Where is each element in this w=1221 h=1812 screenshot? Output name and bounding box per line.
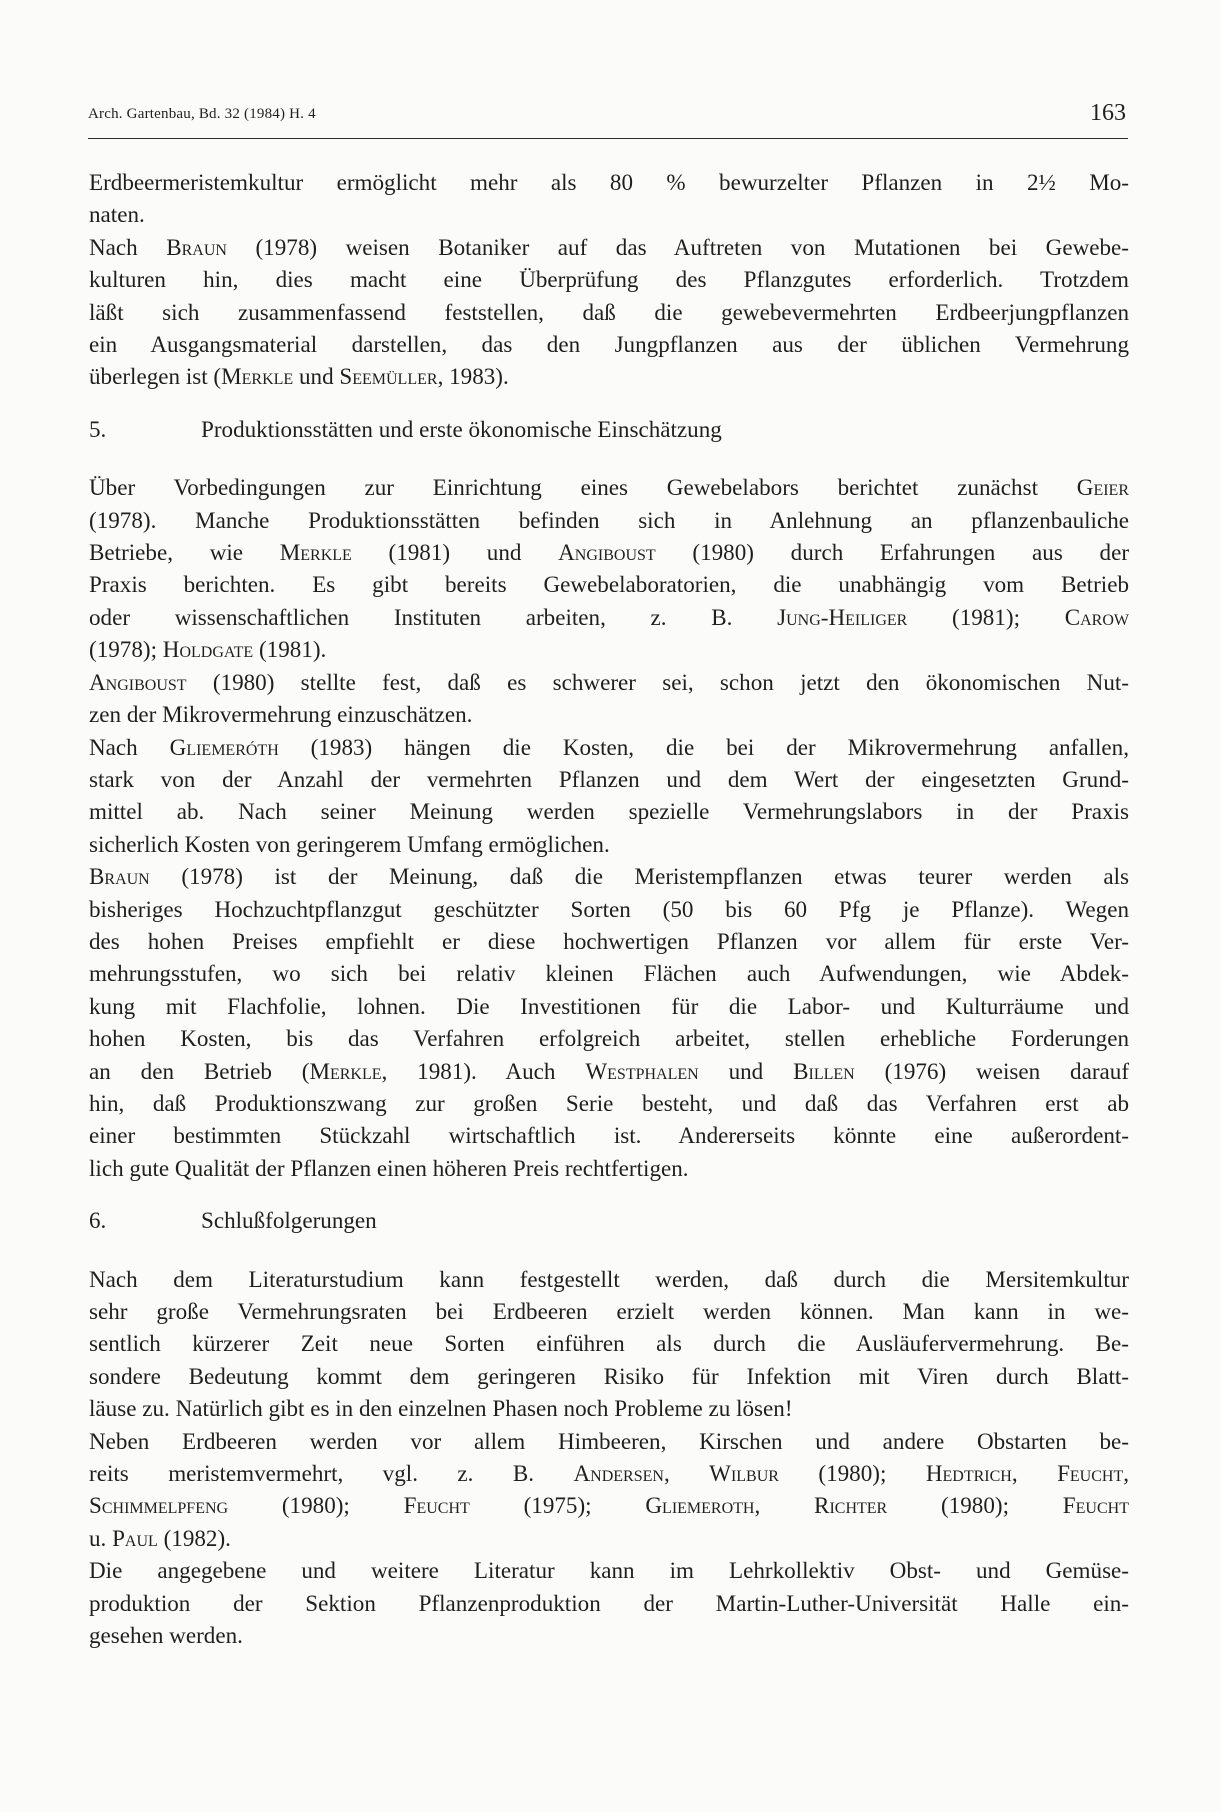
text-line: Braun (1978) ist der Meinung, daß die Meristempflanzen etwas teurer werden als: [89, 863, 1129, 890]
text-line: u. Paul (1982).: [89, 1524, 231, 1551]
section-title: Produktionsstätten und erste ökonomische Einschätzung: [201, 415, 722, 442]
section-heading: [89, 413, 1129, 445]
author-name: Merkle: [221, 363, 294, 390]
text-line: kung mit Flachfolie, lohnen. Die Investitionen für die Labor- und Kulturräume und: [89, 992, 1129, 1019]
text-line: sentlich kürzerer Zeit neue Sorten einführen als durch die Ausläufervermehrung. Be-: [89, 1330, 1129, 1357]
author-name: Braun: [89, 863, 150, 890]
author-name: Angiboust: [89, 668, 187, 695]
text-line: einer bestimmten Stückzahl wirtschaftlich ist. Andererseits könnte eine außerordent-: [89, 1122, 1129, 1149]
page-header: [88, 98, 1128, 139]
text-line: zen der Mikrovermehrung einzuschätzen.: [89, 701, 473, 728]
text-line: Nach Gliemeróth (1983) hängen die Kosten, die bei der Mikrovermehrung anfallen,: [89, 733, 1129, 760]
text-line: Die angegebene und weitere Literatur kann im Lehrkollektiv Obst- und Gemüse-: [89, 1557, 1129, 1584]
text-line: hin, daß Produktionszwang zur großen Serie besteht, und daß das Verfahren erst ab: [89, 1089, 1129, 1116]
author-name: Schimmelpfeng: [89, 1492, 229, 1519]
paragraph: [89, 666, 1129, 731]
text-line: gesehen werden.: [89, 1622, 243, 1649]
section-number: 5.: [89, 415, 107, 442]
paragraph: [89, 1425, 1129, 1555]
author-name: Feucht: [1057, 1460, 1124, 1487]
text-line: (1978). Manche Produktionsstätten befinden sich in Anlehnung an pflanzenbauliche: [89, 506, 1129, 533]
paragraph: [89, 471, 1129, 665]
text-line: Neben Erdbeeren werden vor allem Himbeeren, Kirschen und andere Obstarten be-: [89, 1427, 1129, 1454]
author-name: Wilbur: [709, 1460, 779, 1487]
author-name: Gliemeróth: [169, 733, 279, 760]
text-line: an den Betrieb (Merkle, 1981). Auch Westphalen und Billen (1976) weisen darauf: [89, 1057, 1130, 1084]
text-line: Betriebe, wie Merkle (1981) und Angiboust (1980) durch Erfahrungen aus der: [89, 539, 1130, 566]
author-name: Paul: [112, 1524, 158, 1551]
page-number: 163: [1090, 100, 1126, 126]
text-line: lich gute Qualität der Pflanzen einen höheren Preis rechtfertigen.: [89, 1154, 689, 1181]
section-title: Schlußfolgerungen: [201, 1207, 377, 1234]
author-name: Seemüller: [339, 363, 438, 390]
text-line: überlegen ist (Merkle und Seemüller, 1983).: [89, 363, 509, 390]
text-line: des hohen Preises empfiehlt er diese hochwertigen Pflanzen vor allem für erste Ver-: [89, 927, 1129, 954]
text-line: hohen Kosten, bis das Verfahren erfolgreich arbeitet, stellen erhebliche Forderungen: [89, 1025, 1129, 1052]
text-line: Angiboust (1980) stellte fest, daß es schwerer sei, schon jetzt den ökonomischen Nut-: [89, 668, 1129, 695]
author-name: Geier: [1076, 474, 1129, 501]
section-heading: [89, 1204, 1129, 1236]
text-line: läßt sich zusammenfassend feststellen, daß die gewebevermehrten Erdbeerjungpflanzen: [89, 298, 1129, 325]
author-name: Merkle: [309, 1057, 382, 1084]
paragraph: [89, 1263, 1129, 1425]
text-line: läuse zu. Natürlich gibt es in den einzelnen Phasen noch Probleme zu lösen!: [89, 1395, 793, 1422]
text-line: kulturen hin, dies macht eine Überprüfung des Pflanzgutes erforderlich. Trotzdem: [89, 266, 1129, 293]
paragraph: [89, 731, 1129, 861]
text-line: Praxis berichten. Es gibt bereits Gewebelaboratorien, die unabhängig vom Betrieb: [89, 571, 1129, 598]
text-line: naten.: [89, 201, 145, 228]
author-name: Andersen: [573, 1460, 664, 1487]
text-line: sehr große Vermehrungsraten bei Erdbeeren erzielt werden können. Man kann in we-: [89, 1298, 1129, 1324]
author-name: Merkle: [279, 539, 352, 566]
text-line: Erdbeermeristemkultur ermöglicht mehr als 80 % bewurzelter Pflanzen in 2½ Mo-: [89, 169, 1129, 195]
author-name: Feucht: [1062, 1492, 1129, 1519]
author-name: Holdgate: [162, 636, 254, 663]
paragraph: [89, 231, 1129, 393]
author-name: Billen: [793, 1057, 855, 1084]
paragraph: [89, 166, 1129, 231]
author-name: Gliemeroth: [645, 1492, 755, 1519]
text-line: Schimmelpfeng (1980); Feucht (1975); Gliemeroth, Richter (1980); Feucht: [89, 1492, 1129, 1519]
author-name: Braun: [166, 233, 227, 260]
running-head: Arch. Gartenbau, Bd. 32 (1984) H. 4: [88, 106, 316, 122]
text-line: Nach dem Literaturstudium kann festgestellt werden, daß durch die Mersitemkultur: [89, 1265, 1129, 1292]
text-line: ein Ausgangsmaterial darstellen, das den Jungpflanzen aus der üblichen Vermehrung: [89, 331, 1129, 358]
text-line: produktion der Sektion Pflanzenproduktion der Martin-Luther-Universität Halle ein-: [89, 1589, 1129, 1616]
text-line: oder wissenschaftlichen Instituten arbeiten, z. B. Jung-Heiliger (1981); Carow: [89, 603, 1129, 630]
text-line: mehrungsstufen, wo sich bei relativ kleinen Flächen auch Aufwendungen, wie Abdek-: [89, 960, 1129, 987]
author-name: Hedtrich: [925, 1460, 1012, 1487]
author-name: Feucht: [403, 1492, 470, 1519]
page-body: [89, 166, 1129, 1651]
author-name: Jung-Heiliger: [777, 603, 908, 630]
text-line: Über Vorbedingungen zur Einrichtung eines Gewebelabors berichtet zunächst Geier: [89, 474, 1129, 501]
author-name: Richter: [814, 1492, 888, 1519]
author-name: Westphalen: [585, 1057, 699, 1084]
text-line: sondere Bedeutung kommt dem geringeren Risiko für Infektion mit Viren durch Blatt-: [89, 1362, 1129, 1389]
text-line: stark von der Anzahl der vermehrten Pflanzen und dem Wert der eingesetzten Grund-: [89, 765, 1129, 792]
text-line: Nach Braun (1978) weisen Botaniker auf das Auftreten von Mutationen bei Gewebe-: [89, 233, 1129, 260]
paragraph: [89, 1554, 1129, 1651]
text-line: reits meristemvermehrt, vgl. z. B. Andersen, Wilbur (1980); Hedtrich, Feucht,: [89, 1460, 1130, 1487]
section-number: 6.: [89, 1207, 107, 1234]
text-line: bisheriges Hochzuchtpflanzgut geschützter Sorten (50 bis 60 Pfg je Pflanze). Wegen: [89, 895, 1129, 922]
author-name: Carow: [1064, 603, 1129, 630]
author-name: Angiboust: [558, 539, 656, 566]
text-line: mittel ab. Nach seiner Meinung werden spezielle Vermehrungslabors in der Praxis: [89, 798, 1129, 825]
text-line: (1978); Holdgate (1981).: [89, 636, 327, 663]
text-line: sicherlich Kosten von geringerem Umfang ermöglichen.: [89, 830, 610, 857]
paragraph: [89, 860, 1129, 1184]
